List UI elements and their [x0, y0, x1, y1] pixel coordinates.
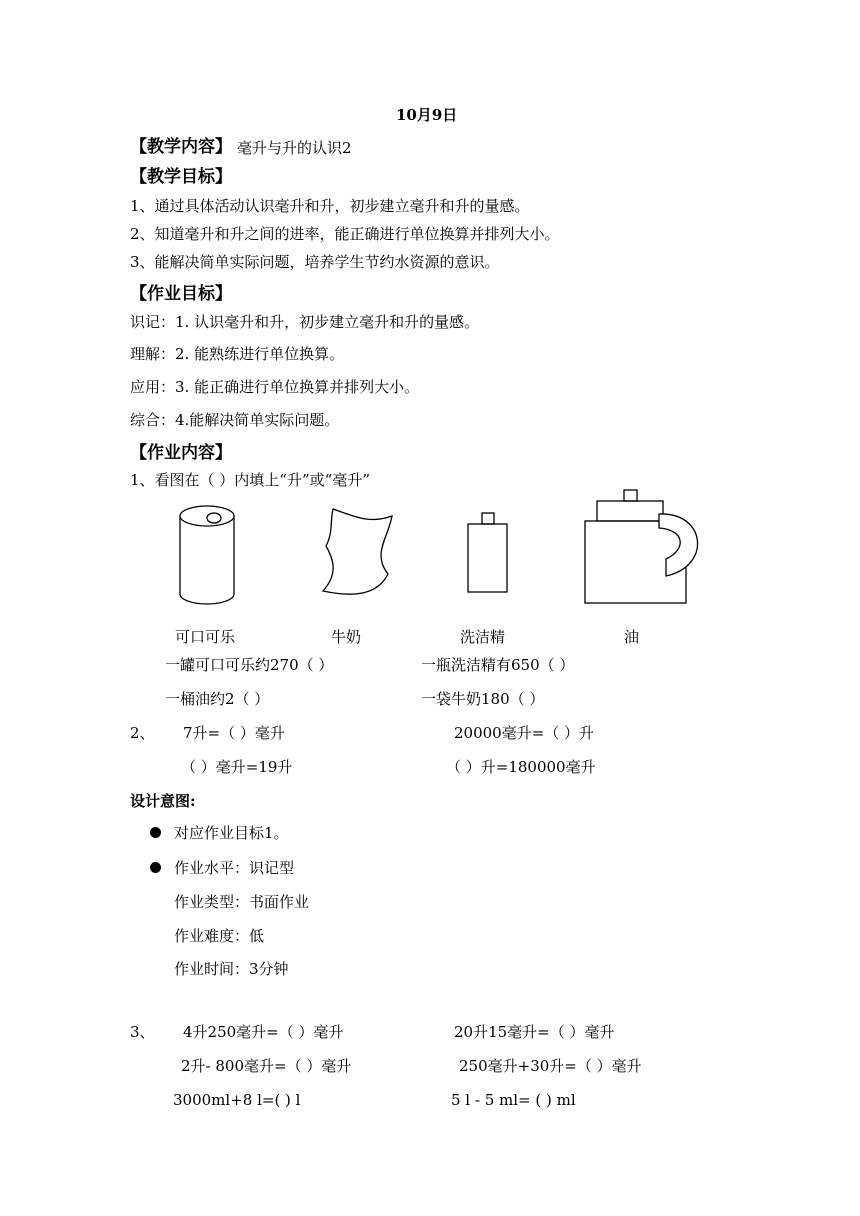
- design-bullet: 对应作业目标1。: [174, 824, 289, 842]
- design-detail: 作业难度：低: [174, 927, 265, 945]
- q1-pictures: [0, 480, 860, 615]
- q2-item: 20000毫升=（ ）升: [454, 724, 595, 742]
- teaching-goals-heading: 【教学目标】: [130, 167, 232, 187]
- q1-blank: 一罐可口可乐约270（ ）: [165, 656, 334, 674]
- homework-goals-heading: 【作业目标】: [130, 284, 232, 304]
- picture-label: 油: [624, 628, 640, 646]
- q3-item: 4升250毫升=（ ）毫升: [183, 1023, 344, 1041]
- homework-content-heading: 【作业内容】: [130, 443, 232, 463]
- q1-blank: 一袋牛奶180（ ）: [421, 690, 545, 708]
- homework-goal-item: 综合：4.能解决简单实际问题。: [130, 411, 340, 429]
- cola-can-icon: [180, 506, 234, 604]
- q3-item: 250毫升+30升=（ ）毫升: [459, 1057, 642, 1075]
- q1-blank: 一桶油约2（ ）: [165, 690, 270, 708]
- picture-label: 牛奶: [331, 628, 362, 646]
- q3-item: 5 l - 5 ml= ( ) ml: [451, 1091, 576, 1109]
- design-detail: 作业时间：3分钟: [174, 960, 289, 978]
- design-heading: 设计意图:: [130, 792, 196, 810]
- design-detail: 作业类型：书面作业: [174, 893, 310, 911]
- picture-label: 洗洁精: [460, 628, 506, 646]
- detergent-bottle-icon: [468, 513, 507, 592]
- q3-item: 20升15毫升=（ ）毫升: [454, 1023, 615, 1041]
- oil-barrel-icon: [585, 490, 698, 603]
- teaching-goal-item: 1、通过具体活动认识毫升和升，初步建立毫升和升的量感。: [130, 197, 530, 215]
- q3-number: 3、: [130, 1023, 155, 1041]
- homework-goal-item: 应用：3. 能正确进行单位换算并排列大小。: [130, 378, 420, 396]
- page-date: 10月9日: [396, 106, 458, 124]
- q1-prompt: 1、看图在（ ）内填上“升”或“毫升”: [130, 471, 370, 489]
- content-text: 毫升与升的认识2: [237, 139, 352, 157]
- q2-item: （ ）毫升=19升: [181, 758, 293, 776]
- teaching-goal-item: 2、知道毫升和升之间的进率，能正确进行单位换算并排列大小。: [130, 225, 560, 243]
- design-bullet: 作业水平：识记型: [174, 859, 295, 877]
- q2-number: 2、: [130, 724, 155, 742]
- content-heading: 【教学内容】: [130, 137, 232, 157]
- milk-bag-icon: [323, 509, 392, 594]
- bullet-icon: [150, 827, 161, 838]
- q2-item: （ ）升=180000毫升: [446, 758, 596, 776]
- q1-blank: 一瓶洗洁精有650（ ）: [421, 656, 575, 674]
- picture-label: 可口可乐: [175, 628, 236, 646]
- q2-item: 7升=（ ）毫升: [183, 724, 285, 742]
- homework-goal-item: 理解：2. 能熟练进行单位换算。: [130, 345, 345, 363]
- q3-item: 2升- 800毫升=（ ）毫升: [181, 1057, 352, 1075]
- homework-goal-item: 识记：1. 认识毫升和升，初步建立毫升和升的量感。: [130, 313, 480, 331]
- teaching-goal-item: 3、能解决简单实际问题，培养学生节约水资源的意识。: [130, 253, 500, 271]
- bullet-icon: [150, 862, 161, 873]
- q3-item: 3000ml+8 l=( ) l: [173, 1091, 301, 1109]
